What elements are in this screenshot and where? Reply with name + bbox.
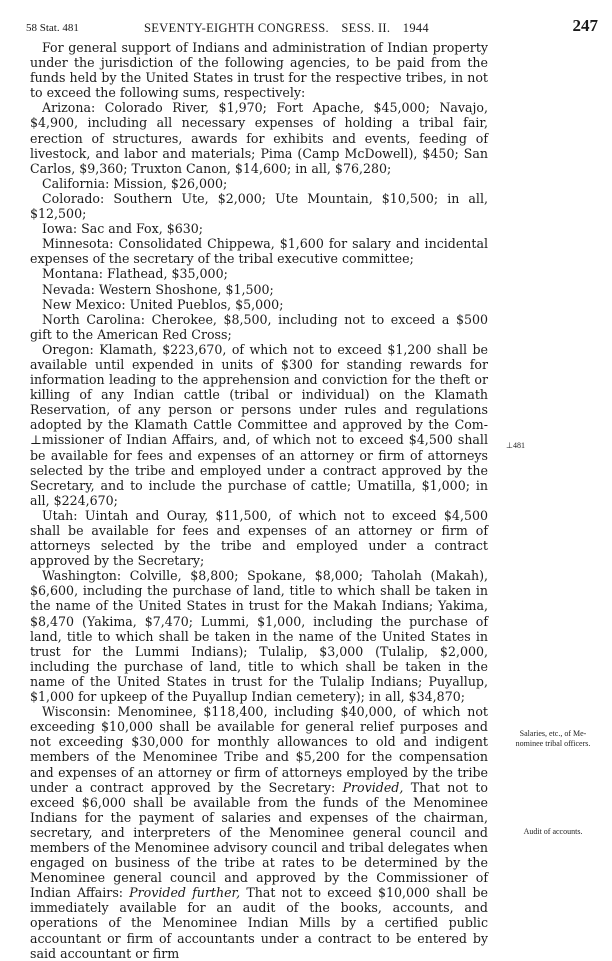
statute-body bbox=[30, 40, 488, 961]
nevada-paragraph: Nevada: Western Shoshone, $1,500; bbox=[42, 281, 274, 297]
wisconsin-paragraph bbox=[30, 704, 488, 961]
colorado-paragraph: Colorado: Southern Ute, $2,000; Ute Mountain, $10,500; in all, $12,500; bbox=[30, 190, 488, 222]
margin-note-salaries bbox=[498, 729, 608, 748]
utah-paragraph: Utah: Uintah and Ouray, $11,500, of which not to exceed $4,500 shall be available for fees and expenses of an attorney or firm of attorneys selected by the tribe and employed under a contract approved by the Secretary; bbox=[30, 507, 488, 569]
proviso-provided-further: Provided further, bbox=[129, 885, 241, 901]
session-label: SESS. II. bbox=[341, 21, 391, 35]
proviso-provided: Provided, bbox=[342, 779, 404, 795]
congress-title: SEVENTY-EIGHTH CONGRESS. bbox=[144, 21, 329, 35]
north-carolina-paragraph: North Carolina: Cherokee, $8,500, including not to exceed a $500 gift to the American Red Cross; bbox=[30, 311, 488, 342]
page-number: 247 bbox=[572, 16, 598, 35]
wisconsin-text-1: Wisconsin: Menominee, $118,400, including $40,000, of which not exceeding $10,000 shall be available for general relief purposes and not exceeding $30,000 for monthly allowances to old and indigent members of the Menominee Tribe and $5,200 for the compensation and expenses of an attorney or firm of attorneys employed by the tribe under a contract approved by the Secretary: bbox=[30, 704, 488, 795]
statute-citation: 58 Stat. 481 bbox=[26, 22, 79, 34]
intro-paragraph: For general support of Indians and administration of Indian property under the jurisdiction of the following agencies, to be paid from the funds held by the United States in trust for the respective tribes, in not to exceed the following sums, respectively: bbox=[30, 40, 488, 101]
montana-paragraph: Montana: Flathead, $35,000; bbox=[42, 266, 228, 282]
washington-paragraph: Washington: Colville, $8,800; Spokane, $8,000; Taholah (Makah), $6,600, including the purchase of land, title to which shall be taken in the name of the United States in trust for the Makah Indians; Yakima, $8,470 (Yakima, $7,470; Lummi, $1,000, including the purchase of land, title to which shall be taken in the name of the United States in trust for the Lummi Indians); Tulalip, $3,000 (Tulalip, $2,000, including the purchase of land, title to which shall be taken in the name of the United States in trust for the Tulalip Indians; Puyallup, $1,000 for upkeep of the Puyallup Indian cemetery); in all, $34,870; bbox=[30, 568, 488, 705]
running-head bbox=[144, 21, 438, 36]
arizona-paragraph: Arizona: Colorado River, $1,970; Fort Apache, $45,000; Navajo, $4,900, including all necessary expenses of holding a tribal fair, erection of structures, awards for exhibits and events, feeding of livestock, and labor and materials; Pima (Camp McDowell), $450; San Carlos, $9,360; Truxton Canon, $14,600; in all, $76,280; bbox=[30, 100, 488, 176]
page-header bbox=[26, 18, 598, 40]
minnesota-paragraph: Minnesota: Consolidated Chippewa, $1,600 for salary and incidental expenses of the secretary of the tribal executive committee; bbox=[30, 236, 488, 267]
california-paragraph: California: Mission, $26,000; bbox=[42, 175, 228, 191]
new-mexico-paragraph: New Mexico: United Pueblos, $5,000; bbox=[42, 296, 284, 312]
margin-note-salaries-line2: nominee tribal officers. bbox=[515, 738, 591, 748]
wisconsin-text-3: That not to exceed $10,000 shall be immediately available for an audit of the books, accounts, and operations of the Menominee Indian Mills by a certified public accountant or firm of accountants under a contract to be entered by said accountant or firm bbox=[30, 885, 488, 961]
margin-note-audit: Audit of accounts. bbox=[523, 827, 583, 836]
margin-note-salaries-line1: Salaries, etc., of Me- bbox=[519, 729, 587, 738]
year-label: 1944 bbox=[402, 21, 429, 35]
wisconsin-text-2: That not to exceed $6,000 shall be available from the funds of the Menominee Indians for the payment of salaries and expenses of the chairman, secretary, and interpreters of the Menominee general council and members of the Menominee advisory council and tribal delegates when engaged on business of the tribe at rates to be determined by the Menominee general council and approved by the Commissioner of Indian Affairs: bbox=[30, 779, 488, 901]
iowa-paragraph: Iowa: Sac and Fox, $630; bbox=[42, 221, 204, 237]
oregon-paragraph: Oregon: Klamath, $223,670, of which not to exceed $1,200 shall be available until expended in units of $300 for standing rewards for information leading to the apprehension and conviction for the theft or killing of any Indian cattle (tribal or individual) on the Klamath Reservation, of any person or persons under rules and regulations adopted by the Klamath Cattle Committee and approved by the Com-⊥missioner of Indian Affairs, and, of which not to exceed $4,500 shall be available for fees and expenses of an attorney or firm of attorneys selected by the tribe and employed under a contract approved by the Secretary, and to include the purchase of cattle; Umatilla, $1,000; in all, $224,670; bbox=[30, 341, 488, 508]
page-break-marker: ⊥481 bbox=[506, 441, 525, 450]
